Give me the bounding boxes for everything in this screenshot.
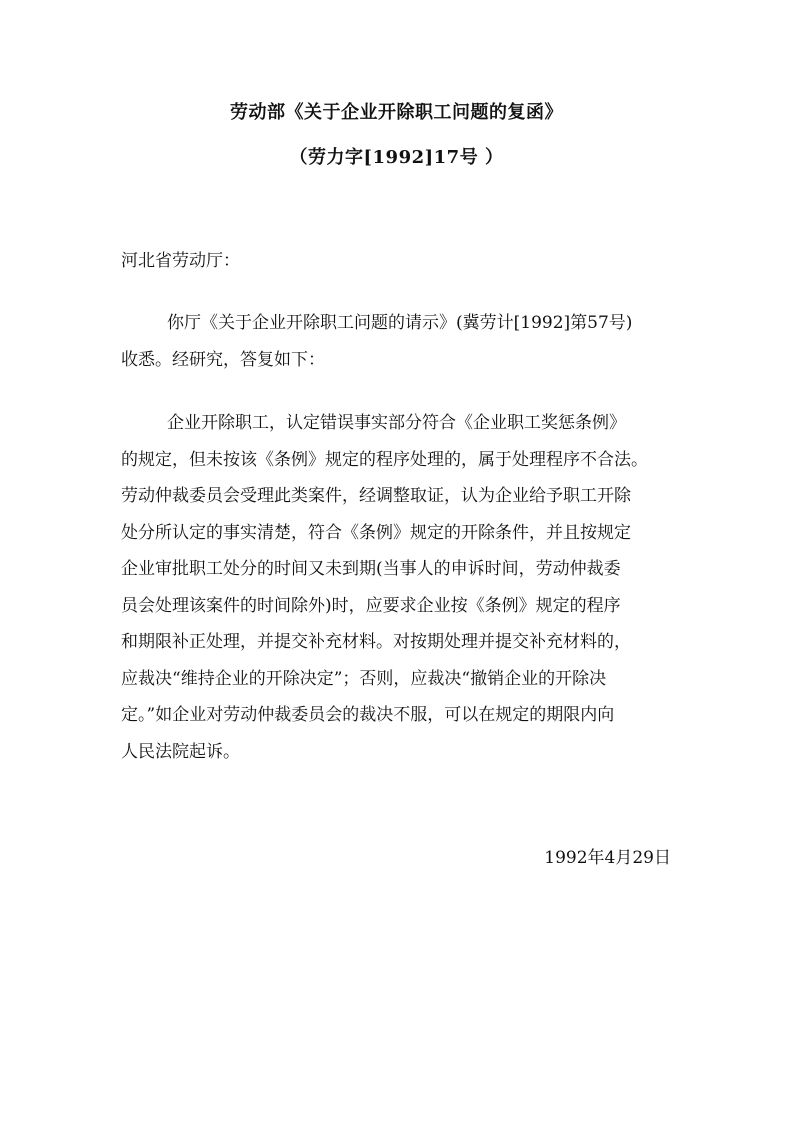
paragraph-1 [121, 305, 677, 378]
paragraph-line: 企业开除职工，认定错误事实部分符合《企业职工奖惩条例》 [167, 413, 626, 433]
paragraph-line: 处分所认定的事实清楚，符合《条例》规定的开除条件，并且按规定 [121, 522, 631, 543]
paragraph-line: 的规定，但未按该《条例》规定的程序处理的，属于处理程序不合法。 [121, 449, 648, 470]
paragraph-line: 应裁决“维持企业的开除决定”；否则，应裁决“撤销企业的开除决 [121, 668, 607, 689]
document-date: 1992年4月29日 [544, 848, 671, 868]
document-title: 劳动部《关于企业开除职工问题的复函》 [230, 102, 563, 123]
paragraph-line: 你厅《关于企业开除职工问题的请示》(冀劳计[1992]第57号) [167, 313, 633, 333]
paragraph-2 [121, 405, 677, 770]
paragraph-line: 和期限补正处理，并提交补充材料。对按期处理并提交补充材料的， [121, 632, 631, 652]
paragraph-line: 企业审批职工处分的时间又未到期(当事人的申诉时间，劳动仲裁委 [121, 559, 621, 579]
paragraph-line: 定。”如企业对劳动仲裁委员会的裁决不服，可以在规定的期限内向 [121, 705, 615, 725]
paragraph-line: 人民法院起诉。 [121, 741, 240, 762]
salutation: 河北省劳动厅： [121, 251, 240, 271]
paragraph-line: 劳动仲裁委员会受理此类案件，经调整取证，认为企业给予职工开除 [121, 486, 631, 506]
paragraph-line: 收悉。经研究，答复如下： [121, 349, 325, 370]
document-number: （劳力字[1992]17号 ） [289, 147, 504, 168]
paragraph-line: 员会处理该案件的时间除外)时，应要求企业按《条例》规定的程序 [121, 595, 621, 616]
